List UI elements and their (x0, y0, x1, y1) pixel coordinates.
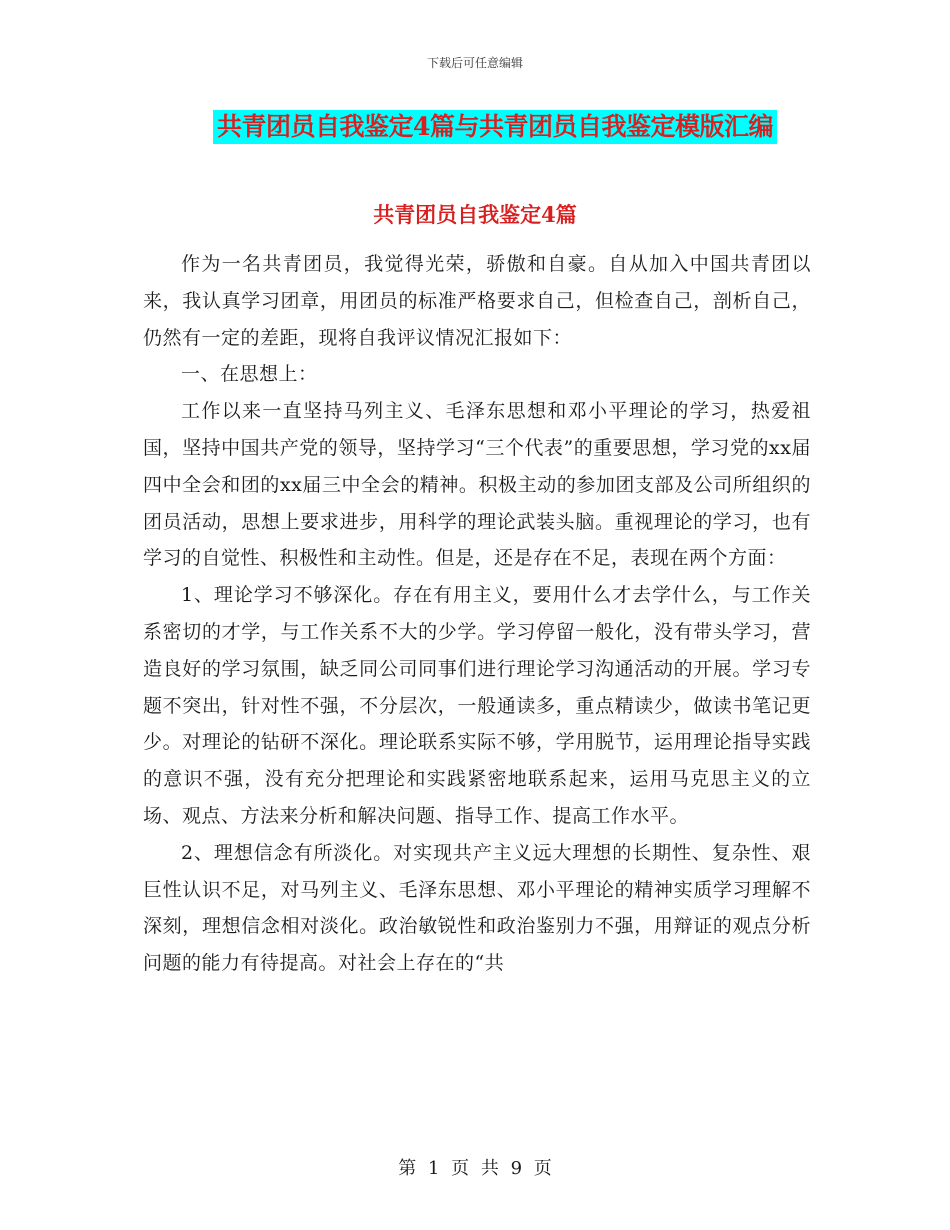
paragraph-heading-thought: 一、在思想上： (181, 363, 318, 386)
paragraph-point-1: 1、理论学习不够深化。存在有用主义，要用什么才去学什么，与工作关系密切的才学，与工作关系不大的少学。学习停留一般化，没有带头学习，营造良好的学习氛围，缺乏同公司同事们进行理论学习沟通活动的开展。学习专题不突出，针对性不强，不分层次，一般通读多，重点精读少，做读书笔记更少。对理论的钻研不深化。理论联系实际不够，学用脱节，运用理论指导实践的意识不强，没有充分把理论和实践紧密地联系起来，运用马克思主义的立场、观点、方法来分析和解决问题、指导工作、提高工作水平。 (143, 584, 811, 827)
paragraph-intro: 作为一名共青团员，我觉得光荣，骄傲和自豪。自从加入中国共青团以来，我认真学习团章，用团员的标准严格要求自己，但检查自己，剖析自己，仍然有一定的差距，现将自我评议情况汇报如下： (143, 253, 811, 349)
paragraph-point-2: 2、理想信念有所淡化。对实现共产主义远大理想的长期性、复杂性、艰巨性认识不足，对马列主义、毛泽东思想、邓小平理论的精神实质学习理解不深刻，理想信念相对淡化。政治敏锐性和政治鉴别力不强，用辩证的观点分析问题的能力有待提高。对社会上存在的“共 (143, 841, 811, 975)
document-body (143, 246, 811, 982)
paragraph-thought: 工作以来一直坚持马列主义、毛泽东思想和邓小平理论的学习，热爱祖国，坚持中国共产党的领导，坚持学习“三个代表”的重要思想，学习党的xx届四中全会和团的xx届三中全会的精神。积极主动的参加团支部及公司所组织的团员活动，思想上要求进步，用科学的理论武装头脑。重视理论的学习，也有学习的自觉性、积极性和主动性。但是，还是存在不足，表现在两个方面： (143, 400, 811, 570)
document-title (0, 110, 950, 144)
page-footer: 第 1 页 共 9 页 (398, 1158, 552, 1179)
section-title: 共青团员自我鉴定4篇 (373, 202, 577, 227)
document-title-text: 共青团员自我鉴定4篇与共青团员自我鉴定模版汇编 (213, 110, 777, 144)
page-header-note: 下载后可任意编辑 (426, 56, 523, 70)
